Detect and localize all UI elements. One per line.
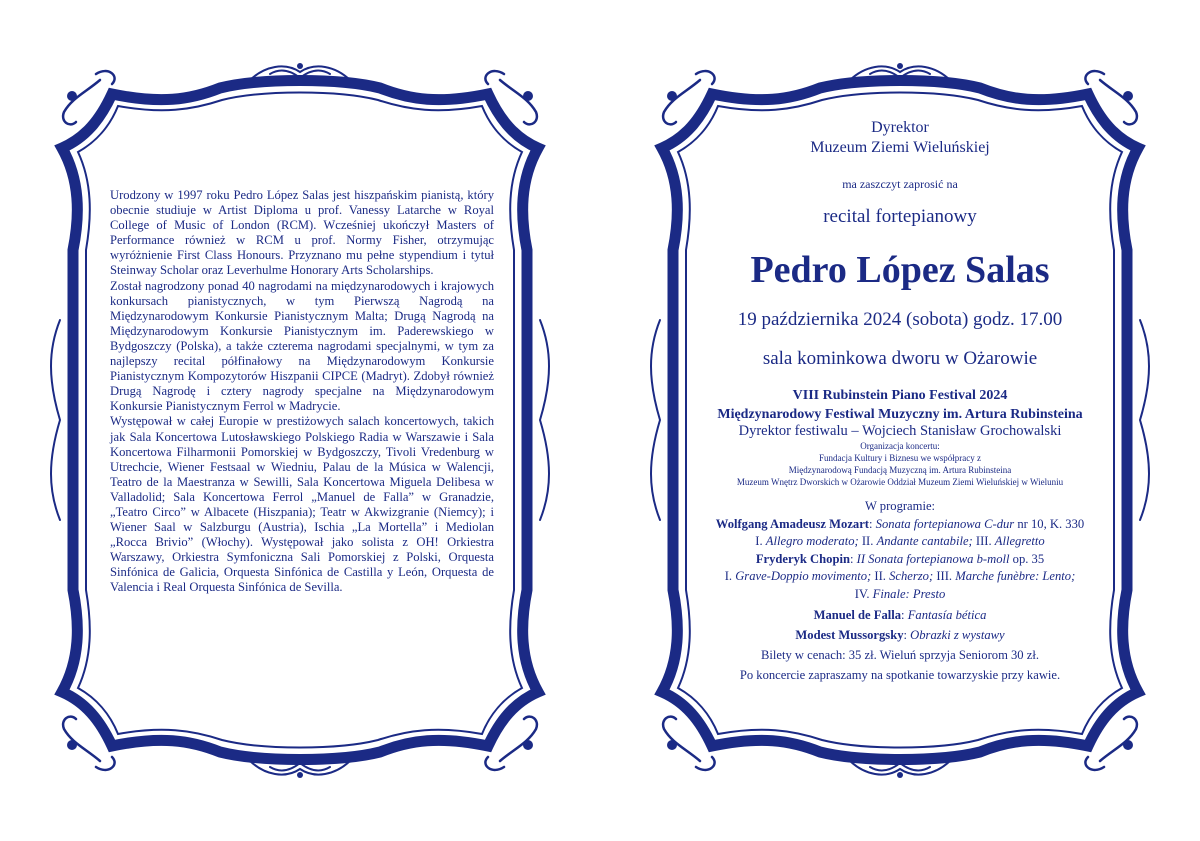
movement: Allegro moderato; xyxy=(765,534,859,548)
movement-number: III. xyxy=(933,569,956,583)
movement: Allegretto xyxy=(994,534,1045,548)
event-date: 19 października 2024 (sobota) godz. 17.00 xyxy=(737,309,1063,330)
composer-name: Fryderyk Chopin xyxy=(755,551,850,566)
movement: Grave-Doppio movimento; xyxy=(735,569,872,583)
program-item-chopin: Fryderyk Chopin: II Sonata fortepianowa b-moll op. 35 xyxy=(755,551,1045,566)
after-concert-note: Po koncercie zapraszamy na spotkanie towarzyskie przy kawie. xyxy=(739,667,1061,682)
festival-director: Dyrektor festiwalu – Wojciech Stanisław Grochowalski xyxy=(738,423,1062,439)
program-movements-chopin xyxy=(700,568,1100,586)
bio-paragraph: Występował w całej Europie w prestiżowych salach koncertowych, takich jak Sala Koncertowa Lutosławskiego Polskiego Radia w Warszawie i Sala Koncertowa Filharmonii Pomorskiej w Bydgoszczy, Tivoli Vredenburg w Utrechcie, Wiener Festsaal w Wiedniu, Palau de la Música w Walencji, Teatro de la Maestranza w Sewilli, Sala Koncertowa Miguela Delibesa w Valladolid; Sala Koncertowa Ferrol „Manuel de Falla” w Granadzie, „Teatro Circo” w Albacete (Hiszpania); Teatr w Akwizgranie (Niemcy); i Wiener Saal w Salzburgu (Austria), Ischia „La Mortella” i Mediolan „Rocca Brivio” (Włochy). Występował jako solista z OH! Orkiestra Warszawy, Orkiestra Symfoniczna Sali Pomorskiej z Polski, Orquesta Sinfónica de Galicia, Orquesta Sinfónica de Castilla y León, Orquesta de Valencia i Real Orquesta Sinfónica de Sevilla. xyxy=(110,414,494,595)
movement: Marche funèbre: Lento; xyxy=(955,569,1076,583)
program-item-falla: Manuel de Falla: Fantasía bética xyxy=(813,608,987,622)
organizer-line: Organizacja koncertu: xyxy=(860,441,940,451)
organizer-line: Międzynarodową Fundacją Muzyczną im. Artura Rubinsteina xyxy=(788,465,1012,475)
biography-text xyxy=(110,188,494,596)
movement-number: III. xyxy=(972,534,995,548)
program-item-mozart: Wolfgang Amadeusz Mozart: Sonata fortepianowa C-dur nr 10, K. 330 xyxy=(715,516,1085,531)
movement-number: I. xyxy=(724,569,736,583)
movement-number: II. xyxy=(858,534,877,548)
program-heading: W programie: xyxy=(864,499,936,513)
composer-name: Modest Mussorgsky xyxy=(795,627,904,642)
work-number: op. 35 xyxy=(1009,551,1045,566)
movement: Finale: Presto xyxy=(872,586,946,601)
work-title: Sonata fortepianowa C-dur xyxy=(875,516,1015,531)
program-movements-mozart xyxy=(700,533,1100,551)
ticket-prices: Bilety w cenach: 35 zł. Wieluń sprzyja Seniorom 30 zł. xyxy=(760,648,1039,662)
work-number: nr 10, K. 330 xyxy=(1014,516,1085,531)
work-title: Fantasía bética xyxy=(907,608,987,622)
composer-name: Wolfgang Amadeusz Mozart xyxy=(715,516,870,531)
organizer-line: Fundacja Kultury i Biznesu we współpracy z xyxy=(819,453,981,463)
museum-name: Muzeum Ziemi Wieluńskiej xyxy=(810,139,990,156)
movement: Scherzo; xyxy=(889,569,934,583)
festival-full-name: Międzynarodowy Festiwal Muzyczny im. Artura Rubinsteina xyxy=(717,407,1083,422)
composer-name: Manuel de Falla xyxy=(813,608,902,622)
movement-number: II. xyxy=(871,569,890,583)
event-venue: sala kominkowa dworu w Ożarowie xyxy=(762,348,1038,369)
bio-paragraph: Został nagrodzony ponad 40 nagrodami na międzynarodowych i krajowych konkursach pianistycznych, w tym Pierwszą Nagrodą na Międzynarodowym Konkursie Pianistycznym Malta; Drugą Nagrodą na Międzynarodowym Konkursie Pianistycznym im. Paderewskiego w Bydgoszczy (Polska), a także czterema nagrodami specjalnymi, w tym za najlepszy recital półfinałowy na Międzynarodowym Konkursie Pianistycznym Kompozytorów Hiszpanii CIPCE (Madryt). Zdobył również Drugą Nagrodę i cztery nagrody specjalne na Międzynarodowym Konkursie Pianistycznym Ferrol w Madrycie. xyxy=(110,278,494,414)
work-title: Obrazki z wystawy xyxy=(910,627,1005,642)
work-title: II Sonata fortepianowa b-moll xyxy=(856,551,1010,566)
invitation xyxy=(700,118,1100,683)
program-item-mussorgsky: Modest Mussorgsky: Obrazki z wystawy xyxy=(795,627,1005,642)
event-type: recital fortepianowy xyxy=(823,206,977,227)
movement-number: I. xyxy=(755,534,766,548)
organizer-line: Muzeum Wnętrz Dworskich w Ożarowie Oddział Muzeum Ziemi Wieluńskiej w Wieluniu xyxy=(736,477,1064,487)
performer-name: Pedro López Salas xyxy=(750,249,1050,291)
movement: Andante cantabile; xyxy=(876,534,973,548)
right-page xyxy=(600,0,1200,841)
movement-number: IV. xyxy=(854,586,873,601)
bio-paragraph: Urodzony w 1997 roku Pedro López Salas jest hiszpańskim pianistą, który obecnie studiuje w Artist Diploma u prof. Vanessy Latarche w Royal College of Music of London (RCM). Wcześniej ukończył Masters of Performance również w RCM u prof. Normy Fisher, otrzymując wyróżnienie First Class Honours. Przyznano mu pełne stypendium i tytuł Steinway Scholar oraz Leverhulme Honorary Arts Scholarships. xyxy=(110,188,494,278)
director-line: Dyrektor xyxy=(871,119,929,136)
program xyxy=(700,498,1100,644)
festival-name: VIII Rubinstein Piano Festival 2024 xyxy=(792,388,1008,403)
program-movements-chopin-2 xyxy=(700,586,1100,604)
invite-text: ma zaszczyt zaprosić na xyxy=(842,177,958,191)
